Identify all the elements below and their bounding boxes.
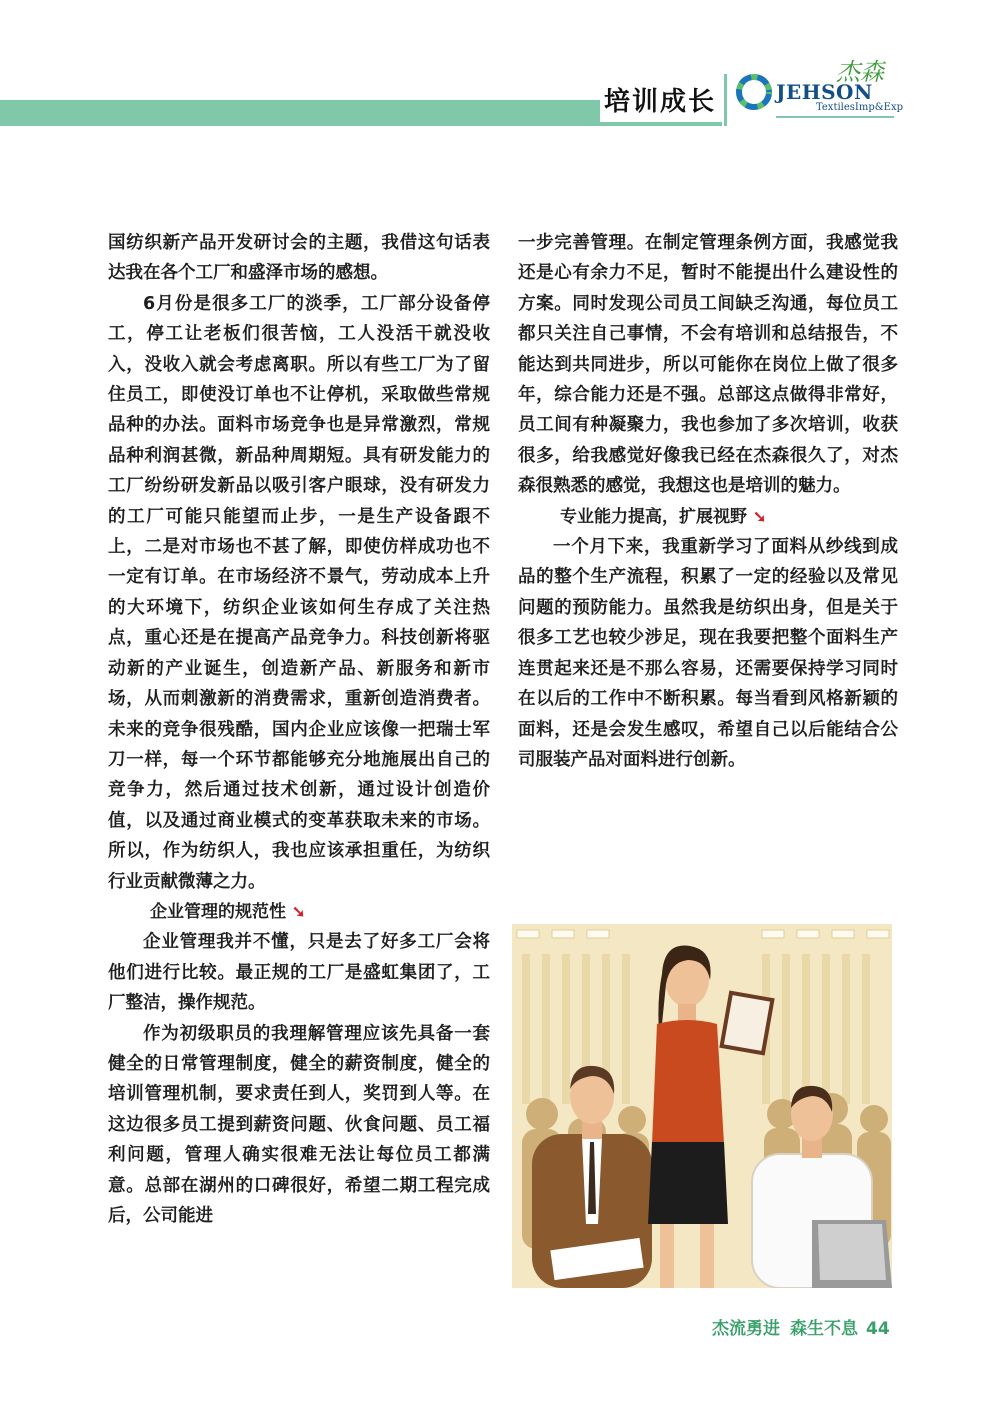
logo-underline — [776, 116, 894, 118]
logo-subtitle: TextilesImp&Exp — [816, 102, 903, 113]
office-meeting-illustration — [512, 924, 892, 1288]
paragraph: 企业管理我并不懂，只是去了好多工厂会将他们进行比较。最正规的工厂是盛虹集团了，工厂整洁，操作规范。 — [108, 932, 490, 1014]
section-subheading — [518, 502, 898, 532]
logo-name: JEHSON — [776, 80, 873, 104]
red-arrow-icon: ➘ — [292, 901, 306, 921]
paragraph: 6月份是很多工厂的淡季，工厂部分设备停工，停工让老板们很苦恼，工人没活干就没收入，没收入就会考虑离职。所以有些工厂为了留住员工，即使没订单也不让停机，采取做些常规品种的办法。面料市场竞争也是异常激烈，常规品种利润甚微，新品种周期短。具有研发能力的工厂纷纷研发新品以吸引客户眼球，没有研发力的工厂可能只能望而止步，一是生产设备跟不上，二是对市场也不甚了解，即使仿样成功也不一定有订单。在市场经济不景气，劳动成本上升的大环境下，纺织企业该如何生存成了关注热点，重心还是在提高产品竞争力。科技创新将驱动新的产业诞生，创造新产品、新服务和新市场，从而刺激新的消费需求，重新创造消费者。未来的竞争很残酷，国内企业应该像一把瑞士军刀一样，每一个环节都能够充分地施展出自己的竞争力，然后通过技术创新，通过设计创造价值，以及通过商业模式的变革获取未来的市场。所以，作为纺织人，我也应该承担重任，为纺织行业贡献微薄之力。 — [108, 293, 490, 892]
left-text-column — [108, 228, 490, 1231]
logo-brush-text: 杰森 — [836, 58, 884, 86]
paragraph: 国纺织新产品开发研讨会的主题，我借这句话表达我在各个工厂和盛泽市场的感想。 — [108, 233, 490, 284]
subheading-text: 专业能力提高，扩展视野 — [560, 506, 747, 527]
jehson-logo — [732, 56, 903, 128]
page-number: 44 — [866, 1319, 890, 1339]
subheading-text: 企业管理的规范性 — [150, 901, 286, 922]
paragraph: 作为初级职员的我理解管理应该先具备一套健全的日常管理制度，健全的薪资制度，健全的培训管理机制，要求责任到人，奖罚到人等。在这边很多员工提到薪资问题、伙食问题、员工福利问题，管理人确实很难无法让每位员工都满意。总部在湖州的口碑很好，希望二期工程完成后，公司能进 — [108, 1023, 490, 1226]
footer-slogan-part-b: 森生不息 — [790, 1319, 858, 1339]
paragraph: 一个月下来，我重新学习了面料从纱线到成品的整个生产流程，积累了一定的经验以及常见问题的预防能力。虽然我是纺织出身，但是关于很多工艺也较少涉足，现在我要把整个面料生产连贯起来还是不那么容易，还需要保持学习同时在以后的工作中不断积累。每当看到风格新颖的面料，还是会发生感叹，希望自己以后能结合公司服装产品对面料进行创新。 — [518, 537, 898, 770]
section-title: 培训成长 — [600, 82, 722, 122]
section-subheading — [108, 897, 490, 927]
right-text-column — [518, 228, 898, 775]
footer-slogan-part-a: 杰流勇进 — [712, 1319, 780, 1339]
red-arrow-icon: ➘ — [753, 506, 767, 526]
jehson-logo-ring-icon — [734, 72, 774, 112]
paragraph: 一步完善管理。在制定管理条例方面，我感觉我还是心有余力不足，暂时不能提出什么建设性的方案。同时发现公司员工间缺乏沟通，每位员工都只关注自己事情，不会有培训和总结报告，不能达到共同进步，所以可能你在岗位上做了很多年，综合能力还是不强。总部这点做得非常好，员工间有种凝聚力，我也参加了多次培训，收获很多，给我感觉好像我已经在杰森很久了，对杰森很熟悉的感觉，我想这也是培训的魅力。 — [518, 233, 898, 497]
footer-slogan — [712, 1314, 890, 1339]
header-divider — [724, 74, 727, 126]
